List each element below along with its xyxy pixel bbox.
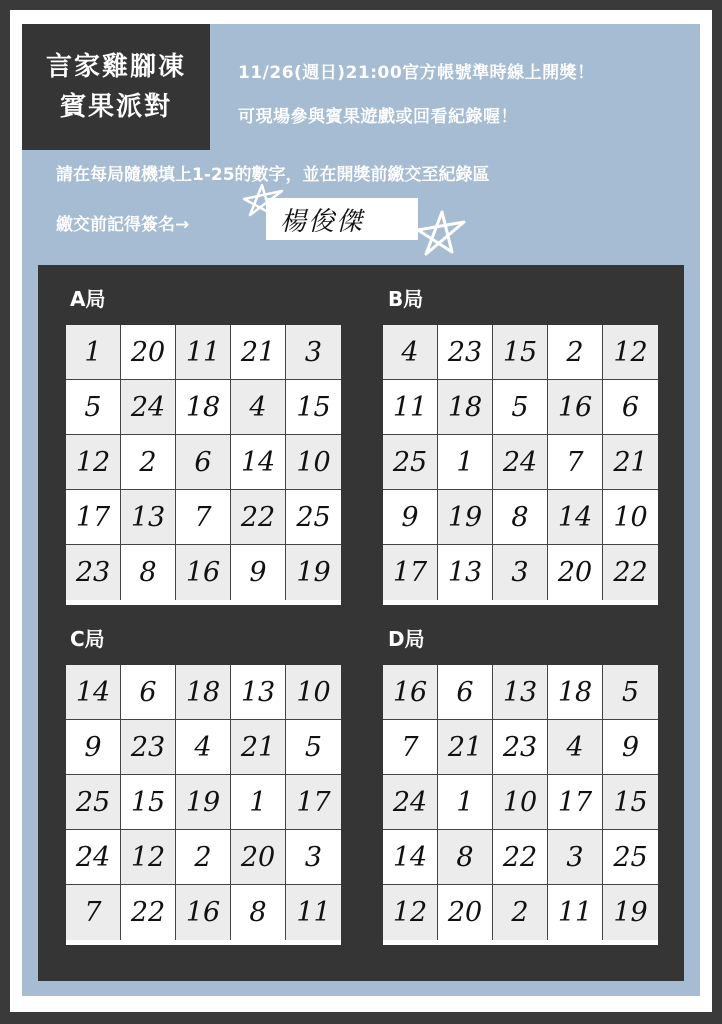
bingo-cell[interactable]: 14 bbox=[383, 830, 438, 885]
title-line1: 言家雞腳凍 bbox=[45, 52, 186, 82]
bingo-cell[interactable]: 16 bbox=[176, 545, 231, 600]
bingo-cell[interactable]: 10 bbox=[286, 665, 341, 720]
bingo-cell[interactable]: 15 bbox=[493, 325, 548, 380]
game-c-label: C局 bbox=[70, 627, 105, 651]
bingo-cell[interactable]: 18 bbox=[548, 665, 603, 720]
bingo-cell[interactable]: 14 bbox=[231, 435, 286, 490]
bingo-cell[interactable]: 3 bbox=[286, 830, 341, 885]
game-b-label: B局 bbox=[388, 287, 424, 311]
game-d-label: D局 bbox=[388, 627, 425, 651]
bingo-grid-b bbox=[383, 325, 658, 605]
bingo-cell[interactable]: 17 bbox=[383, 545, 438, 600]
instruction-line2: 繳交前記得簽名→ bbox=[56, 215, 190, 235]
bingo-cell[interactable]: 3 bbox=[493, 545, 548, 600]
star-doodle-icon bbox=[412, 208, 468, 258]
game-a-label: A局 bbox=[70, 287, 106, 311]
bingo-cell[interactable]: 12 bbox=[383, 885, 438, 940]
bingo-cell[interactable]: 17 bbox=[286, 775, 341, 830]
bingo-cell[interactable]: 20 bbox=[231, 830, 286, 885]
bingo-cell[interactable]: 6 bbox=[176, 435, 231, 490]
bingo-cell[interactable]: 13 bbox=[438, 545, 493, 600]
bingo-cell[interactable]: 8 bbox=[231, 885, 286, 940]
bingo-cell[interactable]: 23 bbox=[438, 325, 493, 380]
bingo-cell[interactable]: 2 bbox=[548, 325, 603, 380]
bingo-cell[interactable]: 24 bbox=[121, 380, 176, 435]
bingo-cell[interactable]: 4 bbox=[231, 380, 286, 435]
instruction-line1: 請在每局隨機填上1-25的數字，並在開獎前繳交至紀錄區 bbox=[56, 165, 490, 185]
bingo-cell[interactable]: 23 bbox=[66, 545, 121, 600]
bingo-cell[interactable]: 17 bbox=[66, 490, 121, 545]
bingo-cell[interactable]: 10 bbox=[603, 490, 658, 545]
bingo-cell[interactable]: 4 bbox=[383, 325, 438, 380]
bingo-cell[interactable]: 10 bbox=[286, 435, 341, 490]
bingo-cell[interactable]: 22 bbox=[493, 830, 548, 885]
bingo-cell[interactable]: 4 bbox=[548, 720, 603, 775]
signature-box[interactable] bbox=[266, 198, 418, 240]
bingo-cell[interactable]: 19 bbox=[438, 490, 493, 545]
bingo-cell[interactable]: 21 bbox=[603, 435, 658, 490]
bingo-cell[interactable]: 10 bbox=[493, 775, 548, 830]
bingo-cell[interactable]: 16 bbox=[548, 380, 603, 435]
bingo-cell[interactable]: 22 bbox=[603, 545, 658, 600]
star-doodle-icon bbox=[240, 183, 286, 219]
bingo-cell[interactable]: 8 bbox=[493, 490, 548, 545]
bingo-cell[interactable]: 19 bbox=[603, 885, 658, 940]
bingo-cell[interactable]: 12 bbox=[66, 435, 121, 490]
bingo-cell[interactable]: 21 bbox=[231, 720, 286, 775]
bingo-cell[interactable]: 21 bbox=[438, 720, 493, 775]
bingo-cell[interactable]: 5 bbox=[286, 720, 341, 775]
bingo-cell[interactable]: 20 bbox=[548, 545, 603, 600]
bingo-cell[interactable]: 5 bbox=[493, 380, 548, 435]
notice-line2: 可現場參與賓果遊戲或回看紀錄喔！ bbox=[238, 107, 518, 127]
bingo-cell[interactable]: 2 bbox=[493, 885, 548, 940]
bingo-cell[interactable]: 11 bbox=[176, 325, 231, 380]
bingo-cell[interactable]: 9 bbox=[66, 720, 121, 775]
bingo-cell[interactable]: 9 bbox=[231, 545, 286, 600]
bingo-cell[interactable]: 13 bbox=[493, 665, 548, 720]
bingo-cell[interactable]: 23 bbox=[121, 720, 176, 775]
bingo-cell[interactable]: 6 bbox=[438, 665, 493, 720]
bingo-cell[interactable]: 25 bbox=[286, 490, 341, 545]
bingo-cell[interactable]: 24 bbox=[493, 435, 548, 490]
bingo-cell[interactable]: 13 bbox=[121, 490, 176, 545]
bingo-cell[interactable]: 11 bbox=[383, 380, 438, 435]
bingo-cell[interactable]: 22 bbox=[121, 885, 176, 940]
bingo-cell[interactable]: 9 bbox=[603, 720, 658, 775]
bingo-cell[interactable]: 6 bbox=[121, 665, 176, 720]
bingo-cell[interactable]: 21 bbox=[231, 325, 286, 380]
bingo-cell[interactable]: 23 bbox=[493, 720, 548, 775]
bingo-cell[interactable]: 7 bbox=[66, 885, 121, 940]
bingo-cell[interactable]: 11 bbox=[286, 885, 341, 940]
bingo-grid-c bbox=[66, 665, 341, 945]
bingo-cell[interactable]: 25 bbox=[603, 830, 658, 885]
bingo-cell[interactable]: 14 bbox=[66, 665, 121, 720]
bingo-cell[interactable]: 2 bbox=[176, 830, 231, 885]
signature-text: 楊俊傑 bbox=[280, 206, 365, 237]
bingo-cell[interactable]: 15 bbox=[121, 775, 176, 830]
bingo-cell[interactable]: 25 bbox=[66, 775, 121, 830]
bingo-cell[interactable]: 4 bbox=[176, 720, 231, 775]
bingo-cell[interactable]: 1 bbox=[438, 435, 493, 490]
notice-line1: 11/26(週日)21:00官方帳號準時線上開獎！ bbox=[238, 63, 595, 83]
bingo-cell[interactable]: 16 bbox=[176, 885, 231, 940]
bingo-cell[interactable]: 13 bbox=[231, 665, 286, 720]
title-box bbox=[22, 24, 210, 150]
bingo-cell[interactable]: 15 bbox=[603, 775, 658, 830]
bingo-cell[interactable]: 1 bbox=[231, 775, 286, 830]
bingo-cell[interactable]: 18 bbox=[176, 665, 231, 720]
bingo-cell[interactable]: 7 bbox=[383, 720, 438, 775]
bingo-cell[interactable]: 3 bbox=[548, 830, 603, 885]
bingo-cell[interactable]: 15 bbox=[286, 380, 341, 435]
bingo-cell[interactable]: 12 bbox=[603, 325, 658, 380]
bingo-cell[interactable]: 7 bbox=[176, 490, 231, 545]
bingo-cell[interactable]: 16 bbox=[383, 665, 438, 720]
bingo-cell[interactable]: 22 bbox=[231, 490, 286, 545]
bingo-cell[interactable]: 8 bbox=[438, 830, 493, 885]
bingo-cell[interactable]: 8 bbox=[121, 545, 176, 600]
bingo-cell[interactable]: 6 bbox=[603, 380, 658, 435]
bingo-cell[interactable]: 2 bbox=[121, 435, 176, 490]
bingo-cell[interactable]: 14 bbox=[548, 490, 603, 545]
bingo-cell[interactable]: 24 bbox=[66, 830, 121, 885]
bingo-grid-a bbox=[66, 325, 341, 605]
bingo-cell[interactable]: 17 bbox=[548, 775, 603, 830]
bingo-cell[interactable]: 19 bbox=[286, 545, 341, 600]
title-line2: 賓果派對 bbox=[59, 92, 172, 122]
bingo-cell[interactable]: 20 bbox=[438, 885, 493, 940]
bingo-cell[interactable]: 18 bbox=[438, 380, 493, 435]
bingo-cell[interactable]: 24 bbox=[383, 775, 438, 830]
bingo-cell[interactable]: 3 bbox=[286, 325, 341, 380]
bingo-cell[interactable]: 7 bbox=[548, 435, 603, 490]
bingo-cell[interactable]: 20 bbox=[121, 325, 176, 380]
bingo-cell[interactable]: 5 bbox=[66, 380, 121, 435]
bingo-cell[interactable]: 9 bbox=[383, 490, 438, 545]
bingo-cell[interactable]: 19 bbox=[176, 775, 231, 830]
bingo-grid-d bbox=[383, 665, 658, 945]
bingo-cell[interactable]: 12 bbox=[121, 830, 176, 885]
bingo-cell[interactable]: 5 bbox=[603, 665, 658, 720]
bingo-cell[interactable]: 11 bbox=[548, 885, 603, 940]
bingo-cell[interactable]: 25 bbox=[383, 435, 438, 490]
bingo-cell[interactable]: 18 bbox=[176, 380, 231, 435]
bingo-cell[interactable]: 1 bbox=[66, 325, 121, 380]
bingo-cell[interactable]: 1 bbox=[438, 775, 493, 830]
